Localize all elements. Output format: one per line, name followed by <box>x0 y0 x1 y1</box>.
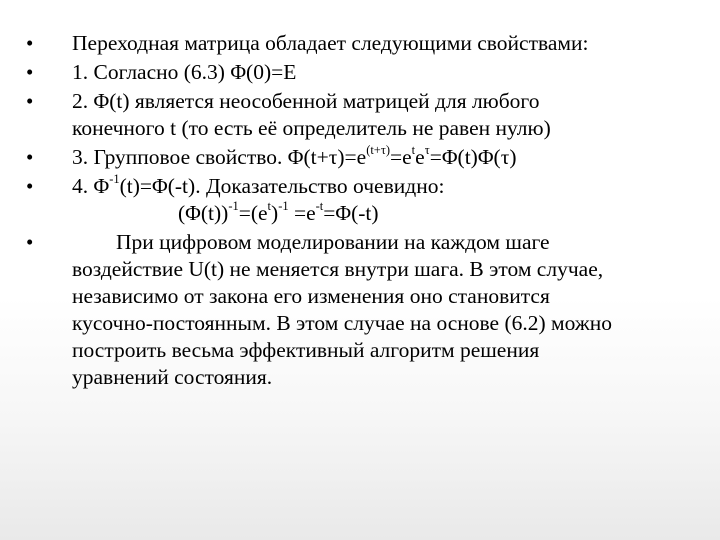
item-text-line: воздействие U(t) не меняется внутри шага. В этом случае, <box>72 257 604 281</box>
item-text-line: При цифровом моделировании на каждом шаге <box>116 230 550 254</box>
item-text-line: конечного t (то есть её определитель не равен нулю) <box>72 116 551 140</box>
formula-text: ) <box>271 201 279 225</box>
list-item-digital-modeling <box>20 229 686 391</box>
formula-text: e <box>415 145 425 169</box>
bullet-icon: • <box>26 31 34 55</box>
formula-superscript: (t+τ) <box>366 142 390 157</box>
item-text-line: 2. Φ(t) является неособенной матрицей для любого <box>72 89 540 113</box>
formula-text: =e <box>390 145 412 169</box>
formula-text: 3. Групповое свойство. Φ(t+τ)=e <box>72 145 367 169</box>
item-text: 1. Согласно (6.3) Φ(0)=E <box>72 60 297 84</box>
formula-superscript: -1 <box>109 171 120 186</box>
formula-superscript: -1 <box>228 198 239 213</box>
list-item-property-4 <box>20 173 686 227</box>
formula-superscript: -t <box>315 198 324 213</box>
formula-text: =(e <box>238 201 268 225</box>
formula-line <box>72 200 686 227</box>
item-text-line: построить весьма эффективный алгоритм решения <box>72 338 540 362</box>
formula-text: =e <box>288 201 316 225</box>
formula-text: (Φ(t)) <box>178 201 229 225</box>
item-text-line: уравнений состояния. <box>72 365 273 389</box>
list-item-property-3 <box>20 144 686 171</box>
item-text-line: независимо от закона его изменения оно становится <box>72 284 550 308</box>
bullet-icon: • <box>26 89 34 113</box>
list-item-properties-intro <box>20 30 686 57</box>
formula-superscript: τ <box>424 142 430 157</box>
formula-text: =Φ(t)Φ(τ) <box>429 145 517 169</box>
formula-text: (t)=Φ(-t). Доказательство очевидно: <box>119 174 445 198</box>
formula-text: 4. Φ <box>72 174 110 198</box>
list-item-property-2 <box>20 88 686 142</box>
bullet-icon: • <box>26 60 34 84</box>
bullet-icon: • <box>26 174 34 198</box>
bullet-list <box>20 30 686 391</box>
formula-superscript: -1 <box>278 198 289 213</box>
formula-superscript: t <box>267 198 272 213</box>
bullet-icon: • <box>26 145 34 169</box>
formula-text: =Φ(-t) <box>323 201 379 225</box>
list-item-property-1 <box>20 59 686 86</box>
formula-superscript: t <box>411 142 416 157</box>
bullet-icon: • <box>26 230 34 254</box>
item-text: Переходная матрица обладает следующими свойствами: <box>72 31 589 55</box>
item-text-line: кусочно-постоянным. В этом случае на основе (6.2) можно <box>72 311 612 335</box>
